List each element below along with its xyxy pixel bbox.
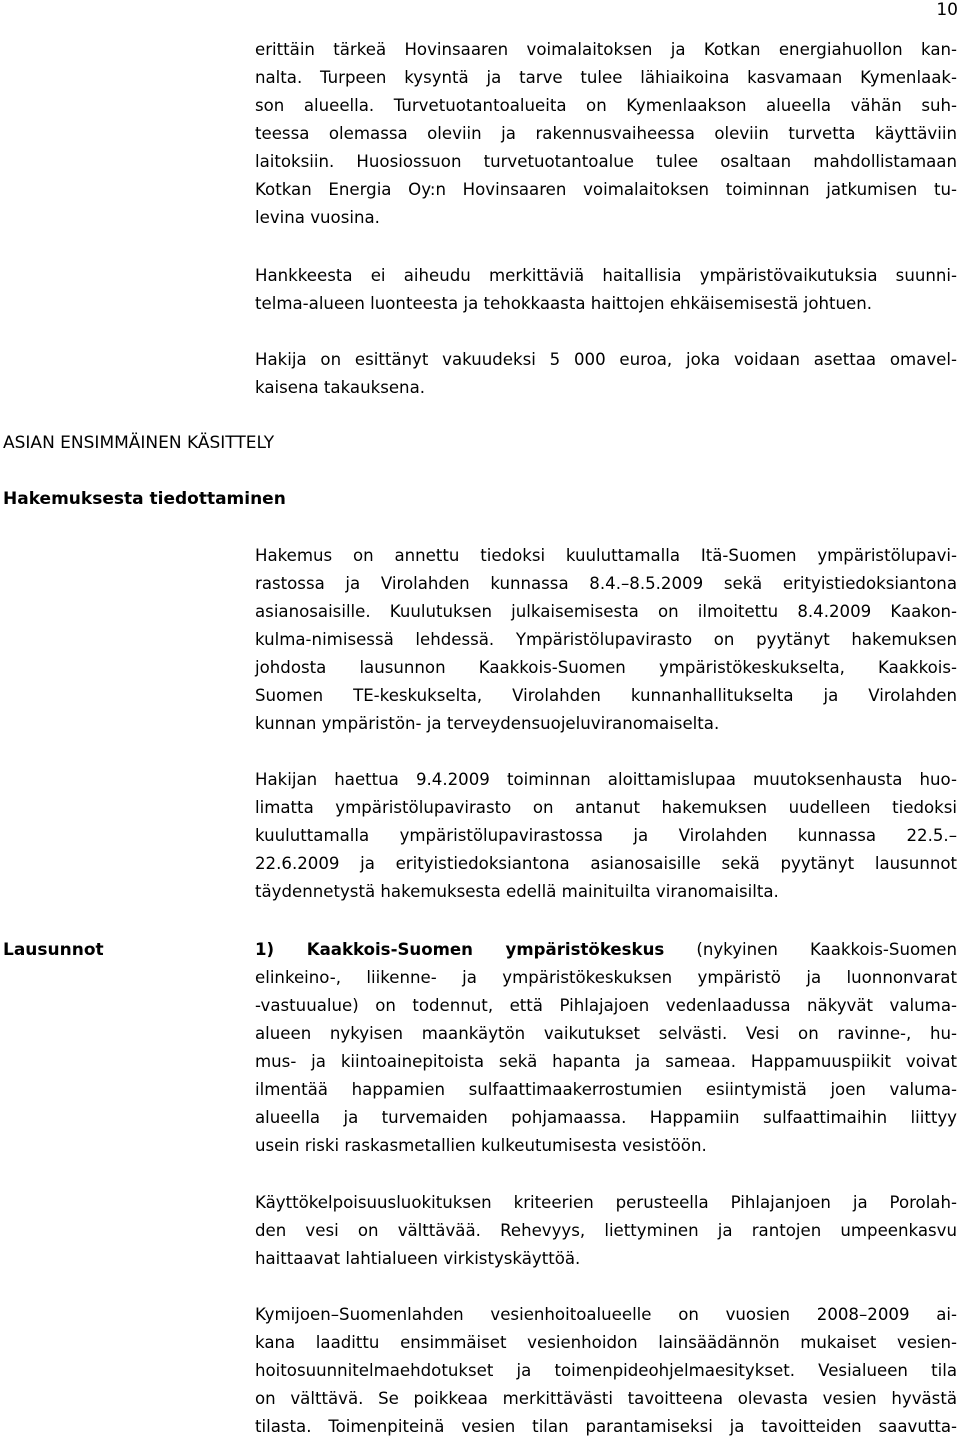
text-line: kaisena takauksena. [255, 378, 426, 397]
text-line: erittäin tärkeä Hovinsaaren voimalaitoksen ja Kotkan energiahuollon kan- [255, 40, 957, 59]
text-line: laitoksiin. Huosiossuon turvetuotantoalue tulee osaltaan mahdollistamaan [255, 152, 957, 171]
text-line: kulma-nimisessä lehdessä. Ympäristölupavirasto on pyytänyt hakemuksen [255, 630, 957, 649]
text-line: kuuluttamalla ympäristölupavirastossa ja Virolahden kunnassa 22.5.– [255, 826, 957, 845]
text-line: teessa olemassa oleviin ja rakennusvaiheessa oleviin turvetta käyttäviin [255, 124, 957, 143]
text-line: Käyttökelpoisuusluokituksen kriteerien perusteella Pihlajanjoen ja Porolah- [255, 1193, 957, 1212]
page-number: 10 [936, 0, 958, 20]
text-line: Kotkan Energia Oy:n Hovinsaaren voimalaitoksen toiminnan jatkumisen tu- [255, 180, 957, 199]
text-run: (nykyinen Kaakkois-Suomen [664, 940, 957, 959]
text-line: Hakija on esittänyt vakuudeksi 5 000 euroa, joka voidaan asettaa omavel- [255, 350, 957, 369]
text-line: usein riski raskasmetallien kulkeutumisesta vesistöön. [255, 1136, 707, 1155]
text-line [255, 940, 957, 960]
text-line: Hakemus on annettu tiedoksi kuuluttamalla Itä-Suomen ympäristölupavi- [255, 546, 957, 565]
text-line: mus- ja kiintoainepitoista sekä hapanta ja sameaa. Happamuuspiikit voivat [255, 1052, 957, 1071]
text-line: Hakijan haettua 9.4.2009 toiminnan aloittamislupaa muutoksenhausta huo- [255, 770, 957, 789]
text-line: elinkeino-, liikenne- ja ympäristökeskuksen ympäristö ja luonnonvarat [255, 968, 957, 987]
text-line: hoitosuunnitelmaehdotukset ja toimenpideohjelmaesitykset. Vesialueen tila [255, 1361, 957, 1380]
text-line: rastossa ja Virolahden kunnassa 8.4.–8.5.2009 sekä erityistiedoksiantona [255, 574, 957, 593]
section-heading-asian-kasittely: ASIAN ENSIMMÄINEN KÄSITTELY [3, 433, 275, 453]
text-line: alueen nykyisen maankäytön vaikutukset selvästi. Vesi on ravinne-, hu- [255, 1024, 957, 1043]
text-line: Kymijoen–Suomenlahden vesienhoitoalueelle on vuosien 2008–2009 ai- [255, 1305, 957, 1324]
statement-giver: 1) Kaakkois-Suomen ympäristökeskus [255, 940, 665, 959]
section-heading-lausunnot: Lausunnot [3, 940, 104, 960]
text-line: son alueella. Turvetuotantoalueita on Kymenlaakson alueella vähän suh- [255, 96, 957, 115]
text-line: ilmentää happamien sulfaattimaakerrostumien esiintymistä joen valuma- [255, 1080, 957, 1099]
text-line: tilasta. Toimenpiteinä vesien tilan parantamiseksi ja tavoitteiden saavutta- [255, 1417, 957, 1436]
text-line: johdosta lausunnon Kaakkois-Suomen ympäristökeskukselta, Kaakkois- [255, 658, 957, 677]
text-line: -vastuualue) on todennut, että Pihlajajoen vedenlaadussa näkyvät valuma- [255, 996, 957, 1015]
text-line: Suomen TE-keskukselta, Virolahden kunnanhallitukselta ja Virolahden [255, 686, 957, 705]
text-line: kana laadittu ensimmäiset vesienhoidon lainsäädännön mukaiset vesien- [255, 1333, 957, 1352]
text-line: täydennetystä hakemuksesta edellä mainituilta viranomaisilta. [255, 882, 779, 901]
text-line: levina vuosina. [255, 208, 380, 227]
text-line: 22.6.2009 ja erityistiedoksiantona asianosaisille sekä pyytänyt lausunnot [255, 854, 957, 873]
text-line: limatta ympäristölupavirasto on antanut hakemuksen uudelleen tiedoksi [255, 798, 957, 817]
text-line: on välttävä. Se poikkeaa merkittävästi tavoitteena olevasta vesien hyvästä [255, 1389, 957, 1408]
text-line: kunnan ympäristön- ja terveydensuojeluviranomaiselta. [255, 714, 720, 733]
text-line: asianosaisille. Kuulutuksen julkaisemisesta on ilmoitettu 8.4.2009 Kaakon- [255, 602, 957, 621]
section-heading-hakemuksesta-tiedottaminen: Hakemuksesta tiedottaminen [3, 489, 286, 509]
text-line: den vesi on välttävää. Rehevyys, liettyminen ja rantojen umpeenkasvu [255, 1221, 957, 1240]
text-line: nalta. Turpeen kysyntä ja tarve tulee lähiaikoina kasvamaan Kymenlaak- [255, 68, 957, 87]
text-line: Hankkeesta ei aiheudu merkittäviä haitallisia ympäristövaikutuksia suunni- [255, 266, 957, 285]
text-line: telma-alueen luonteesta ja tehokkaasta haittojen ehkäisemisestä johtuen. [255, 294, 873, 313]
text-line: alueella ja turvemaiden pohjamaassa. Happamiin sulfaattimaihin liittyy [255, 1108, 957, 1127]
text-line: haittaavat lahtialueen virkistyskäyttöä. [255, 1249, 581, 1268]
